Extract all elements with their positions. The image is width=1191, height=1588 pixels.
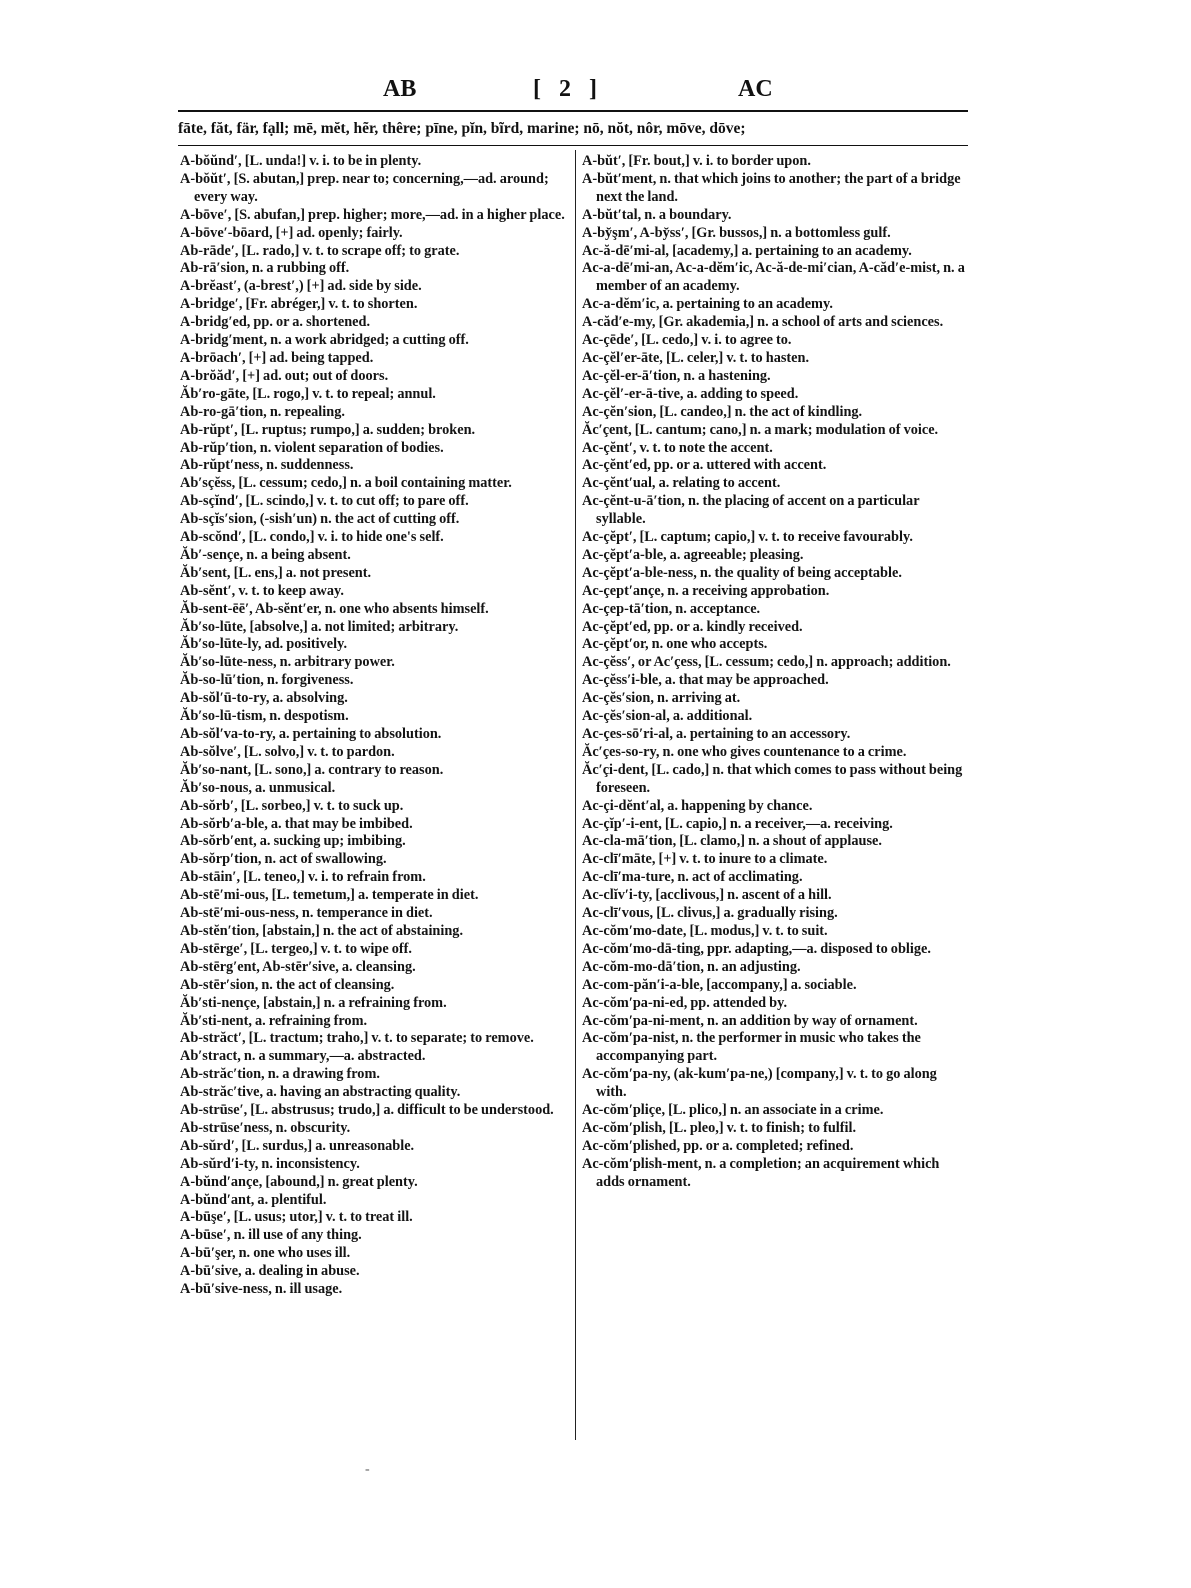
- dictionary-entry: A-bridg′ed, pp. or a. shortened.: [180, 314, 371, 331]
- running-header: [178, 70, 968, 106]
- dictionary-entry: A-būse′, n. ill use of any thing.: [180, 1227, 362, 1244]
- dictionary-entry: A-bū′sive, a. dealing in abuse.: [180, 1263, 360, 1280]
- dictionary-entry: A-by̆şm′, A-by̆ss′, [Gr. bussos,] n. a bottomless gulf.: [582, 224, 891, 241]
- dictionary-entry: Ac-cŏm′pa-ny, (ak-kum′pa-ne,) [company,] v. t. to go along with.: [582, 1066, 937, 1101]
- dictionary-entry: Ăb′so-nous, a. unmusical.: [180, 779, 336, 796]
- dictionary-entry: Ac-cŏm′pliçe, [L. plico,] n. an associate in a crime.: [582, 1102, 884, 1119]
- dictionary-entry: Ac-çĕpt′a-ble-ness, n. the quality of being acceptable.: [582, 564, 902, 581]
- dictionary-entry: A-bōve′-bōard, [+] ad. openly; fairly.: [180, 224, 403, 241]
- dictionary-entry: Ab-străc′tive, a. having an abstracting quality.: [180, 1084, 461, 1101]
- dictionary-entry: Ab-stĕn′tion, [abstain,] n. the act of abstaining.: [180, 922, 464, 939]
- dictionary-entry: Ac-cŏm′plish, [L. pleo,] v. t. to finish; to fulfil.: [582, 1119, 857, 1136]
- dictionary-entry: Ac-com-păn′i-a-ble, [accompany,] a. sociable.: [582, 976, 857, 993]
- dictionary-entry: Ac-çĕpt′, [L. captum; capio,] v. t. to receive favourably.: [582, 529, 913, 546]
- dictionary-entry: Ăc′çes-so-ry, n. one who gives countenance to a crime.: [582, 743, 907, 760]
- dictionary-entry: Ab-străct′, [L. tractum; traho,] v. t. to separate; to remove.: [180, 1030, 534, 1047]
- dictionary-entry: Ac-cŏm′mo-date, [L. modus,] v. t. to suit.: [582, 922, 828, 939]
- dictionary-entry: A-bŭt′tal, n. a boundary.: [582, 206, 732, 223]
- pronunciation-key: fāte, făt, fär, fạll; mē, mĕt, hẽr, thêre; pīne, pĭn, bĩrd, marine; nō, nŏt, nôr, mōve, dōve;: [178, 120, 746, 137]
- dictionary-entry: Ac-ă-dē′mi-al, [academy,] a. pertaining to an academy.: [582, 242, 912, 259]
- dictionary-entry: Ab-sçĭnd′, [L. scindo,] v. t. to cut off; to pare off.: [180, 493, 469, 510]
- dictionary-entry: A-bŭt′, [Fr. bout,] v. i. to border upon.: [582, 153, 811, 169]
- right-column: [582, 153, 970, 1192]
- dictionary-entry: Ăb′so-lūte, [absolve,] a. not limited; arbitrary.: [180, 618, 459, 635]
- dictionary-entry: Ăb′-sençe, n. a being absent.: [180, 546, 351, 563]
- dictionary-entry: Ab-scŏnd′, [L. condo,] v. i. to hide one's self.: [180, 529, 444, 546]
- dictionary-entry: Ăb-sent-ēē′, Ab-sĕnt′er, n. one who absents himself.: [180, 600, 489, 617]
- dictionary-entry: Ac-çĕpt′ed, pp. or a. kindly received.: [582, 618, 803, 635]
- dictionary-entry: Ab-strūse′, [L. abstrusus; trudo,] a. difficult to be understood.: [180, 1102, 554, 1119]
- dictionary-entry: Ac-cŏm′pa-ni-ment, n. an addition by way of ornament.: [582, 1012, 918, 1029]
- dictionary-entry: Ăb′sti-nençe, [abstain,] n. a refraining from.: [180, 994, 447, 1011]
- dictionary-entry: Ac-çĕl′-er-ā-tive, a. adding to speed.: [582, 385, 799, 402]
- dictionary-entry: A-bŭnd′ançe, [abound,] n. great plenty.: [180, 1173, 418, 1190]
- dictionary-entry: Ab-rŭpt′ness, n. suddenness.: [180, 457, 354, 474]
- dictionary-entry: Ab′sçĕss, [L. cessum; cedo,] n. a boil containing matter.: [180, 475, 512, 492]
- dictionary-entry: A-būşe′, [L. usus; utor,] v. t. to treat ill.: [180, 1209, 413, 1226]
- dictionary-entry: Ab-sŏrb′a-ble, a. that may be imbibed.: [180, 815, 413, 832]
- dictionary-entry: Ab′stract, n. a summary,—a. abstracted.: [180, 1048, 426, 1065]
- dictionary-entry: Ac-çĕl′er-āte, [L. celer,] v. t. to hasten.: [582, 349, 810, 366]
- dictionary-entry: Ac-çĕpt′a-ble, a. agreeable; pleasing.: [582, 546, 804, 563]
- dictionary-entry: A-brŏăd′, [+] ad. out; out of doors.: [180, 367, 389, 384]
- dictionary-entry: Ab-rŭp′tion, n. violent separation of bodies.: [180, 439, 444, 456]
- dictionary-entry: Ac-cŏm′plished, pp. or a. completed; refined.: [582, 1137, 854, 1154]
- left-column: [180, 153, 568, 1299]
- dictionary-entry: Ac-clī′ma-ture, n. act of acclimating.: [582, 869, 803, 886]
- dictionary-entry: Ăb′so-nant, [L. sono,] a. contrary to reason.: [180, 761, 444, 778]
- dictionary-entry: Ac-clĭv′i-ty, [acclivous,] n. ascent of a hill.: [582, 887, 832, 904]
- dictionary-entry: Ab-rā′sion, n. a rubbing off.: [180, 260, 350, 277]
- dictionary-entry: Ăb′ro-gāte, [L. rogo,] v. t. to repeal; annul.: [180, 385, 436, 402]
- column-divider: [575, 150, 576, 1440]
- dictionary-entry: Ac-cŏm′pa-ni-ed, pp. attended by.: [582, 994, 788, 1011]
- dictionary-entry: Ac-çes-sō′ri-al, a. pertaining to an accessory.: [582, 726, 851, 742]
- dictionary-entry: Ac-çĕnt-u-ā′tion, n. the placing of accent on a particular syllable.: [582, 493, 920, 528]
- header-rule: [178, 110, 968, 112]
- dictionary-entry: Ac-çĕnt′ual, a. relating to accent.: [582, 475, 781, 492]
- dictionary-entry: Ac-clī′māte, [+] v. t. to inure to a climate.: [582, 851, 828, 868]
- dictionary-entry: Ac-a-dĕm′ic, a. pertaining to an academy.: [582, 296, 833, 313]
- header-right-guide-word: AC: [738, 76, 773, 102]
- dictionary-entry: Ab-stē′mi-ous, [L. temetum,] a. temperate in diet.: [180, 887, 479, 904]
- dictionary-entry: Ac-çep-tā′tion, n. acceptance.: [582, 600, 761, 617]
- dictionary-entry: Ăb′so-lūte-ly, ad. positively.: [180, 636, 348, 653]
- dictionary-entry: Ab-sĕnt′, v. t. to keep away.: [180, 582, 344, 599]
- dictionary-entry: Ăb′sti-nent, a. refraining from.: [180, 1012, 368, 1029]
- dictionary-entry: Ab-strūse′ness, n. obscurity.: [180, 1119, 351, 1136]
- dictionary-entry: Ac-çĕl-er-ā′tion, n. a hastening.: [582, 367, 771, 384]
- dictionary-entry: Ab-stērge′, [L. tergeo,] v. t. to wipe off.: [180, 940, 412, 957]
- dictionary-entry: Ac-cŏm′pa-nist, n. the performer in music who takes the accompanying part.: [582, 1030, 921, 1065]
- dictionary-entry: Ăc′çent, [L. cantum; cano,] n. a mark; modulation of voice.: [582, 421, 939, 438]
- dictionary-entry: Ab-rāde′, [L. rado,] v. t. to scrape off; to grate.: [180, 242, 460, 259]
- dictionary-entry: Ab-stē′mi-ous-ness, n. temperance in diet.: [180, 905, 433, 922]
- dictionary-entry: Ac-çĕnt′ed, pp. or a. uttered with accent.: [582, 457, 827, 474]
- header-left-guide-word: AB: [383, 76, 417, 102]
- dictionary-entry: Ac-çĕn′sion, [L. candeo,] n. the act of kindling.: [582, 403, 863, 420]
- dictionary-entry: Ab-sŏrb′ent, a. sucking up; imbibing.: [180, 833, 406, 850]
- dictionary-entry: Ăb-so-lū′tion, n. forgiveness.: [180, 672, 354, 689]
- dictionary-entry: Ăc′çi-dent, [L. cado,] n. that which comes to pass without being foreseen.: [582, 761, 963, 796]
- dictionary-entry: Ac-cŏm′mo-dā-ting, ppr. adapting,—a. disposed to oblige.: [582, 940, 931, 957]
- dictionary-entry: Ab-rŭpt′, [L. ruptus; rumpo,] a. sudden; broken.: [180, 421, 476, 438]
- dictionary-entry: Ab-stērg′ent, Ab-stēr′sive, a. cleansing.: [180, 958, 416, 975]
- dictionary-entry: Ab-sŏlve′, [L. solvo,] v. t. to pardon.: [180, 743, 395, 760]
- dictionary-entry: Ab-sŏrb′, [L. sorbeo,] v. t. to suck up.: [180, 797, 404, 814]
- dictionary-entry: A-bridg′ment, n. a work abridged; a cutting off.: [180, 332, 469, 349]
- dictionary-entry: A-bōve′, [S. abufan,] prep. higher; more,—ad. in a higher place.: [180, 206, 565, 223]
- dictionary-entry: Ac-çĕpt′or, n. one who accepts.: [582, 636, 768, 653]
- dictionary-entry: Ac-cla-mā′tion, [L. clamo,] n. a shout of applause.: [582, 833, 882, 850]
- dictionary-entry: Ac-clī′vous, [L. clivus,] a. gradually rising.: [582, 905, 838, 922]
- dictionary-entry: A-bridge′, [Fr. abréger,] v. t. to shorten.: [180, 296, 418, 313]
- dictionary-entry: Ac-çi-dĕnt′al, a. happening by chance.: [582, 797, 813, 814]
- dictionary-entry: A-bŭt′ment, n. that which joins to another; the part of a bridge next the land.: [582, 170, 961, 205]
- dictionary-entry: Ăb′so-lū-tism, n. despotism.: [180, 708, 349, 725]
- dictionary-entry: A-bū′şer, n. one who uses ill.: [180, 1245, 351, 1262]
- dictionary-entry: Ab-sçĭs′sion, (-sish′un) n. the act of cutting off.: [180, 511, 460, 528]
- stray-mark: ‐: [365, 1462, 370, 1477]
- dictionary-entry: Ac-cŏm′plish-ment, n. a completion; an acquirement which adds ornament.: [582, 1155, 940, 1190]
- dictionary-entry: Ăb′sent, [L. ens,] a. not present.: [180, 564, 372, 581]
- dictionary-entry: Ac-a-dē′mi-an, Ac-a-dĕm′ic, Ac-ă-de-mi′cian, A-căd′e-mist, n. a member of an academy.: [582, 260, 965, 295]
- dictionary-entry: Ab-ro-gā′tion, n. repealing.: [180, 403, 345, 420]
- dictionary-entry: Ab-sŭrd′i-ty, n. inconsistency.: [180, 1155, 360, 1172]
- dictionary-entry: Ab-stēr′sion, n. the act of cleansing.: [180, 976, 395, 993]
- dictionary-entry: Ab-străc′tion, n. a drawing from.: [180, 1066, 380, 1083]
- dictionary-entry: Ac-çēde′, [L. cedo,] v. i. to agree to.: [582, 332, 792, 349]
- dictionary-entry: A-brĕast′, (a-brest′,) [+] ad. side by side.: [180, 278, 422, 295]
- dictionary-entry: Ac-çĕs′sion-al, a. additional.: [582, 708, 753, 725]
- dictionary-entry: Ac-çĕss′i-ble, a. that may be approached.: [582, 672, 829, 689]
- dictionary-entry: Ab-sŭrd′, [L. surdus,] a. unreasonable.: [180, 1137, 415, 1154]
- dictionary-entry: Ac-çĕs′sion, n. arriving at.: [582, 690, 741, 707]
- dictionary-entry: Ab-sŏrp′tion, n. act of swallowing.: [180, 851, 387, 868]
- dictionary-entry: A-bū′sive-ness, n. ill usage.: [180, 1281, 343, 1298]
- dictionary-entry: Ab-sŏl′va-to-ry, a. pertaining to absolution.: [180, 726, 442, 742]
- dictionary-entry: Ac-çĭp′-i-ent, [L. capio,] n. a receiver,—a. receiving.: [582, 815, 893, 832]
- dictionary-entry: Ab-sŏl′ū-to-ry, a. absolving.: [180, 690, 348, 707]
- dictionary-entry: Ăb′so-lūte-ness, n. arbitrary power.: [180, 654, 395, 671]
- page-number: [ 2 ]: [533, 76, 603, 102]
- dictionary-entry: A-brōach′, [+] ad. being tapped.: [180, 349, 374, 366]
- dictionary-entry: Ac-çept′ançe, n. a receiving approbation.: [582, 582, 830, 599]
- dictionary-entry: Ac-çĕnt′, v. t. to note the accent.: [582, 439, 773, 456]
- dictionary-entry: Ac-cŏm-mo-dā′tion, n. an adjusting.: [582, 958, 801, 975]
- dictionary-entry: Ab-stāin′, [L. teneo,] v. i. to refrain from.: [180, 869, 426, 886]
- dictionary-entry: A-bŏŭnd′, [L. unda!] v. i. to be in plenty.: [180, 153, 422, 169]
- key-rule: [178, 145, 968, 146]
- dictionary-entry: Ac-çĕss′, or Ac′çess, [L. cessum; cedo,] n. approach; addition.: [582, 654, 951, 671]
- dictionary-entry: A-bŏŭt′, [S. abutan,] prep. near to; concerning,—ad. around; every way.: [180, 170, 549, 205]
- dictionary-entry: A-căd′e-my, [Gr. akademia,] n. a school of arts and sciences.: [582, 314, 944, 331]
- dictionary-entry: A-bŭnd′ant, a. plentiful.: [180, 1191, 327, 1208]
